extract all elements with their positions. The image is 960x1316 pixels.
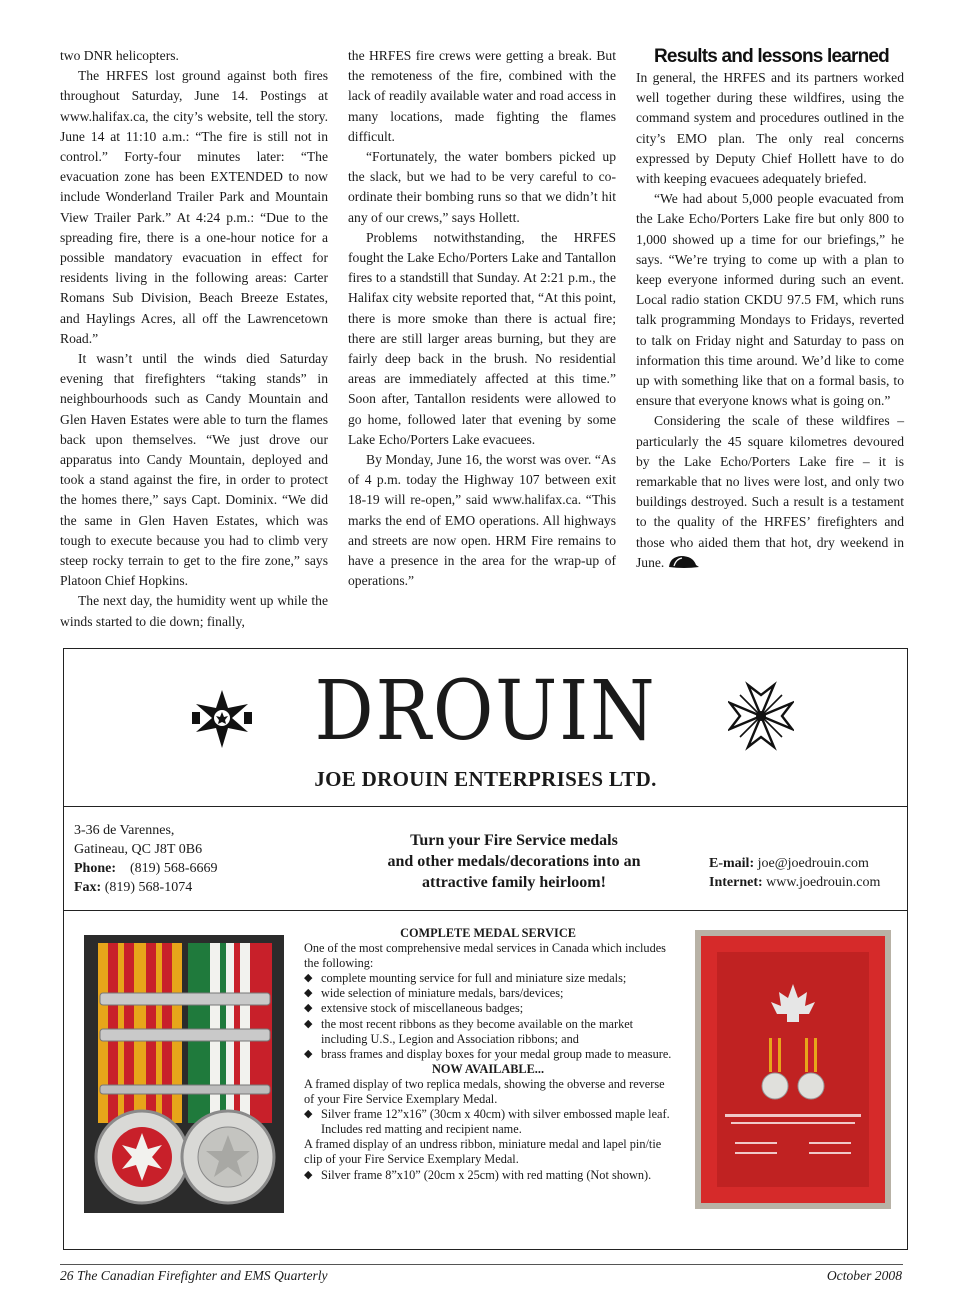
fax-number: (819) 568-1074 bbox=[104, 880, 193, 895]
service-list bbox=[304, 971, 672, 1062]
ad-contact-row bbox=[64, 806, 907, 911]
paragraph: “Fortunately, the water bombers picked up the slack, but we had to be very careful to co-ordinate their bombing runs so that we didn’t hit any of our crews,” says Hollett. bbox=[348, 149, 616, 225]
paragraph bbox=[636, 411, 904, 573]
list-item: ◆ brass frames and display boxes for your medal group made to measure. bbox=[304, 1047, 672, 1062]
paragraph-text: Considering the scale of these wildfires – particularly the 45 square kilometres devoured by the Lake Echo/Porters Lake fire – it is remarkable that no lives were lost, and only two buildings destroyed. Such a result is a testament to the quality of the HRFES’ firefighters and those who aided them that hot, dry weekend in June. bbox=[636, 413, 904, 570]
drouin-logo: DROUIN bbox=[314, 664, 657, 759]
tagline-line: Turn your Fire Service medals bbox=[410, 832, 618, 849]
framed-display-photo bbox=[695, 930, 891, 1209]
offer-list bbox=[304, 1107, 672, 1137]
website-link[interactable]: www.joedrouin.com bbox=[766, 875, 881, 890]
service-heading: COMPLETE MEDAL SERVICE bbox=[400, 926, 576, 940]
phone-number: (819) 568-6669 bbox=[130, 861, 218, 876]
mailing-address bbox=[74, 821, 218, 897]
phone bbox=[74, 859, 218, 878]
footer-rule bbox=[60, 1264, 903, 1265]
list-item: ◆ extensive stock of miscellaneous badges; bbox=[304, 1001, 672, 1016]
tagline-line: and other medals/decorations into an bbox=[387, 853, 641, 870]
list-item: ◆ Silver frame 12”x16” (30cm x 40cm) with silver embossed maple leaf. Includes red matting and recipient name. bbox=[304, 1107, 672, 1137]
list-item: ◆ wide selection of miniature medals, bars/devices; bbox=[304, 986, 672, 1001]
address-line: Gatineau, QC J8T 0B6 bbox=[74, 842, 203, 857]
paragraph: By Monday, June 16, the worst was over. “As of 4 p.m. today the Highway 107 between exit 18-19 will re-open,” said www.halifax.ca. “This marks the end of EMO operations. All highways and streets are now open. HRM Fire remains to have a presence in the area for the wrap-up of operations.” bbox=[348, 452, 616, 589]
email bbox=[709, 854, 880, 873]
paragraph: The next day, the humidity went up while the winds started to die down; finally, bbox=[60, 593, 328, 629]
fire-helmet-icon bbox=[666, 554, 700, 570]
paragraph: “We had about 5,000 people evacuated from the Lake Echo/Porters Lake fire but only 800 to 1,000 showed up a time for our briefings,” he says. “We’re trying to come up with a plan to keep everyone informed during such an event. Local radio station CKDU 97.5 FM, which runs talk programming Mondays to Fridays, reverted to talk on Friday night and Saturday to pass on information this time around. We’d like to come up with something like that on a formal basis, to ensure that everyone knows what is going on.” bbox=[636, 191, 904, 409]
list-item: ◆ Silver frame 8”x10” (20cm x 25cm) with red matting (Not shown). bbox=[304, 1168, 672, 1183]
tagline-line: attractive family heirloom! bbox=[422, 874, 606, 891]
medals-photo bbox=[84, 935, 284, 1213]
article-column-1 bbox=[60, 46, 328, 632]
internet-label: Internet: bbox=[709, 875, 763, 890]
medal-service-description bbox=[304, 926, 672, 1183]
service-intro: One of the most comprehensive medal services in Canada which includes the following: bbox=[304, 941, 666, 971]
article-column-3 bbox=[636, 46, 904, 573]
online-contact bbox=[709, 854, 880, 892]
email-address[interactable]: joe@joedrouin.com bbox=[757, 856, 869, 871]
offer-intro: A framed display of an undress ribbon, miniature medal and lapel pin/tie clip of your Fire Service Exemplary Medal. bbox=[304, 1137, 662, 1167]
paragraph: The HRFES lost ground against both fires throughout Saturday, June 14. Postings at www.halifax.ca, the city’s website, tell the story. June 14 at 11:10 a.m.: “The fire is still not in control.” Forty-four minutes later: “The evacuation zone has been EXTENDED to now include Wonderland Trailer Park and Mountain View Trailer Park.” At 4:24 p.m.: “Due to the spreading fire, there is a one-hour notice for a possible mandatory evacuation in effect for residents living in the following areas: Carter Romans Sub Division, Beach Breeze Estates, and Haylings Acres, all off the Lawrencetown Road.” bbox=[60, 68, 328, 346]
ad-header bbox=[64, 649, 907, 807]
offer-list bbox=[304, 1168, 672, 1183]
fax-label: Fax: bbox=[74, 880, 102, 895]
fax bbox=[74, 878, 218, 897]
paragraph: It wasn’t until the winds died Saturday evening that firefighters “taking stands” in neighbourhoods such as Candy Mountain and Glen Haven Estates were able to turn the flames back upon themselves. “We just drove our apparatus into Candy Mountain, deployed and took a stand against the fire, in order to protect the homes there,” says Capt. Dominix. “We did the same in Glen Haven Estates, which was tough to execute because you had to climb very steep rocky terrain to get to the fire zone,” says Platoon Chief Hopkins. bbox=[60, 351, 328, 589]
email-label: E-mail: bbox=[709, 856, 755, 871]
address-line: 3-36 de Varennes, bbox=[74, 823, 175, 838]
offer-intro: A framed display of two replica medals, showing the obverse and reverse of your Fire Service Exemplary Medal. bbox=[304, 1076, 665, 1107]
list-item: ◆ the most recent ribbons as they become available on the market including U.S., Legion and Association ribbons; and bbox=[304, 1017, 672, 1047]
maltese-cross-icon bbox=[728, 681, 794, 751]
paragraph: the HRFES fire crews were getting a break. But the remoteness of the fire, combined with the lack of readily available water and road access in many locations, made fighting the flames difficult. bbox=[348, 48, 616, 144]
page-folio: 26 The Canadian Firefighter and EMS Quarterly bbox=[60, 1268, 328, 1283]
article-column-2 bbox=[348, 46, 616, 591]
company-name: JOE DROUIN ENTERPRISES LTD. bbox=[314, 767, 657, 791]
paragraph: In general, the HRFES and its partners worked well together during these wildfires, using the command system and procedures outlined in the city’s EMO plan. The only real concerns expressed by Deputy Chief Hollett have to do with keeping evacuees adequately briefed. bbox=[636, 70, 904, 187]
drouin-advertisement bbox=[63, 648, 908, 1250]
list-item: ◆ complete mounting service for full and miniature size medals; bbox=[304, 971, 672, 986]
now-available-heading: NOW AVAILABLE... bbox=[431, 1061, 545, 1076]
section-heading: Results and lessons learned bbox=[654, 46, 889, 67]
paragraph: two DNR helicopters. bbox=[60, 48, 179, 63]
phone-label: Phone: bbox=[74, 861, 116, 876]
issue-date: October 2008 bbox=[826, 1268, 902, 1283]
paragraph: Problems notwithstanding, the HRFES fought the Lake Echo/Porters Lake and Tantallon fires to a standstill that Sunday. At 2:21 p.m., the Halifax city website reported that, “At this point, there is more smoke than there is actual fire; there are still larger areas burning, but they are fairly deep back in the brush. No residential areas are immediately affected at this time.” Soon after, Tantallon residents were allowed to go home, followed later that evening by some Lake Echo/Porters Lake evacuees. bbox=[348, 229, 616, 447]
ad-tagline bbox=[364, 830, 664, 893]
website bbox=[709, 873, 880, 892]
